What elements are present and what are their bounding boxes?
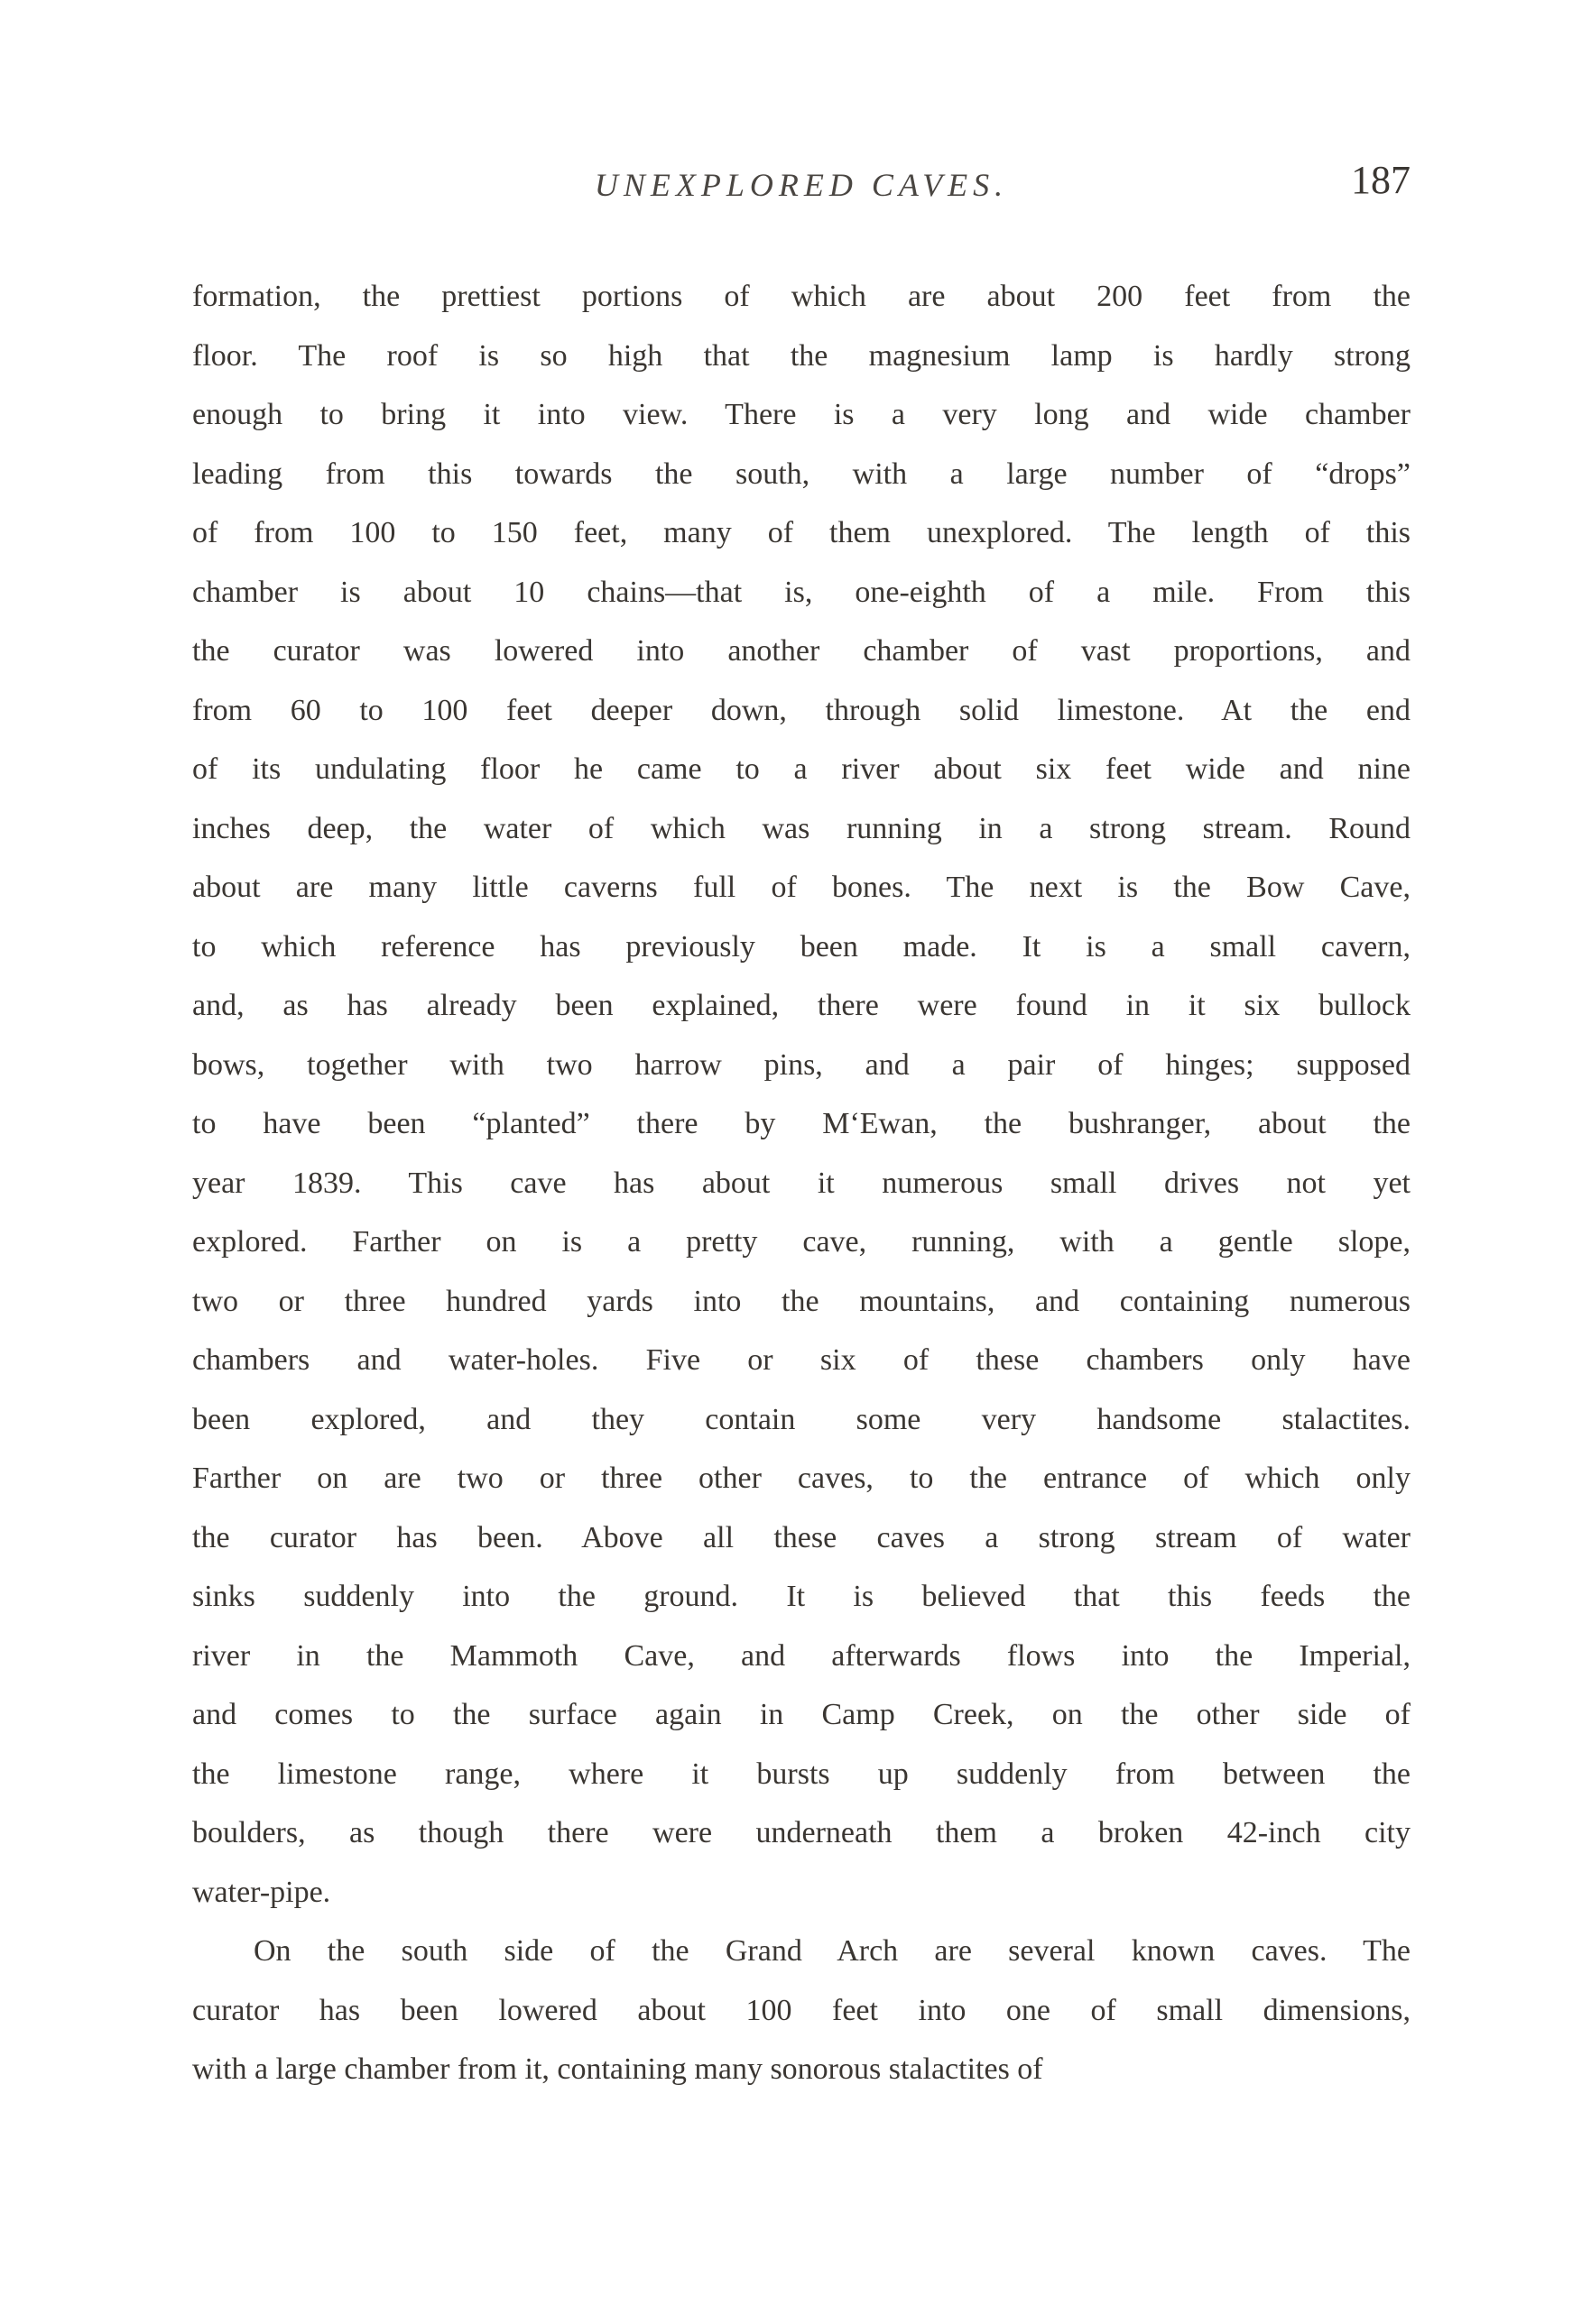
running-head <box>192 153 1411 226</box>
text-line: to which reference has previously been made. It is a small cavern, <box>192 929 1411 964</box>
text-line: the curator has been. Above all these caves a strong stream of water <box>192 1520 1411 1554</box>
text-line: leading from this towards the south, with a large number of “drops” <box>192 456 1411 491</box>
text-line: water-pipe. <box>192 1875 331 1909</box>
text-line: inches deep, the water of which was running in a strong stream. Round <box>192 811 1411 845</box>
page-number: 187 <box>1351 158 1411 202</box>
text-line: of from 100 to 150 feet, many of them unexplored. The length of this <box>192 516 1411 549</box>
text-line: and comes to the surface again in Camp Creek, on the other side of <box>192 1698 1411 1731</box>
text-line: and, as has already been explained, there were found in it six bullock <box>192 989 1411 1022</box>
text-line: from 60 to 100 feet deeper down, through solid limestone. At the end <box>192 693 1411 727</box>
text-line: chambers and water-holes. Five or six of these chambers only have <box>192 1343 1411 1377</box>
text-line: sinks suddenly into the ground. It is believed that this feeds the <box>192 1580 1411 1613</box>
text-line: explored. Farther on is a pretty cave, running, with a gentle slope, <box>192 1225 1411 1259</box>
text-line: of its undulating floor he came to a river about six feet wide and nine <box>192 752 1411 786</box>
text-line: Farther on are two or three other caves, to the entrance of which only <box>192 1462 1411 1495</box>
text-line: two or three hundred yards into the mountains, and containing numerous <box>192 1284 1411 1318</box>
text-line: On the south side of the Grand Arch are several known caves. The <box>254 1934 1411 1968</box>
text-line: curator has been lowered about 100 feet into one of small dimensions, <box>192 1993 1411 2027</box>
paragraph <box>192 1922 1411 2099</box>
text-line: chamber is about 10 chains—that is, one-eighth of a mile. From this <box>192 575 1411 609</box>
text-line: bows, together with two harrow pins, and a pair of hinges; supposed <box>192 1047 1411 1082</box>
paragraph <box>192 267 1411 1922</box>
text-line: the limestone range, where it bursts up suddenly from between the <box>192 1757 1411 1791</box>
text-line: with a large chamber from it, containing many sonorous stalactites of <box>192 2052 1043 2086</box>
text-line: to have been “planted” there by M‘Ewan, the bushranger, about the <box>192 1107 1411 1140</box>
text-line: river in the Mammoth Cave, and afterwards flows into the Imperial, <box>192 1638 1411 1673</box>
text-line: formation, the prettiest portions of which are about 200 feet from the <box>192 280 1411 313</box>
text-line: boulders, as though there were underneath them a broken 42-inch city <box>192 1816 1411 1849</box>
body-text <box>192 267 1411 2099</box>
text-line: year 1839. This cave has about it numerous small drives not yet <box>192 1166 1411 1200</box>
text-line: about are many little caverns full of bones. The next is the Bow Cave, <box>192 871 1411 904</box>
running-title: UNEXPLORED CAVES. <box>594 167 1009 203</box>
text-line: enough to bring it into view. There is a very long and wide chamber <box>192 398 1411 431</box>
text-line: floor. The roof is so high that the magnesium lamp is hardly strong <box>192 338 1411 373</box>
text-line: been explored, and they contain some very handsome stalactites. <box>192 1402 1411 1436</box>
text-line: the curator was lowered into another chamber of vast proportions, and <box>192 634 1411 668</box>
